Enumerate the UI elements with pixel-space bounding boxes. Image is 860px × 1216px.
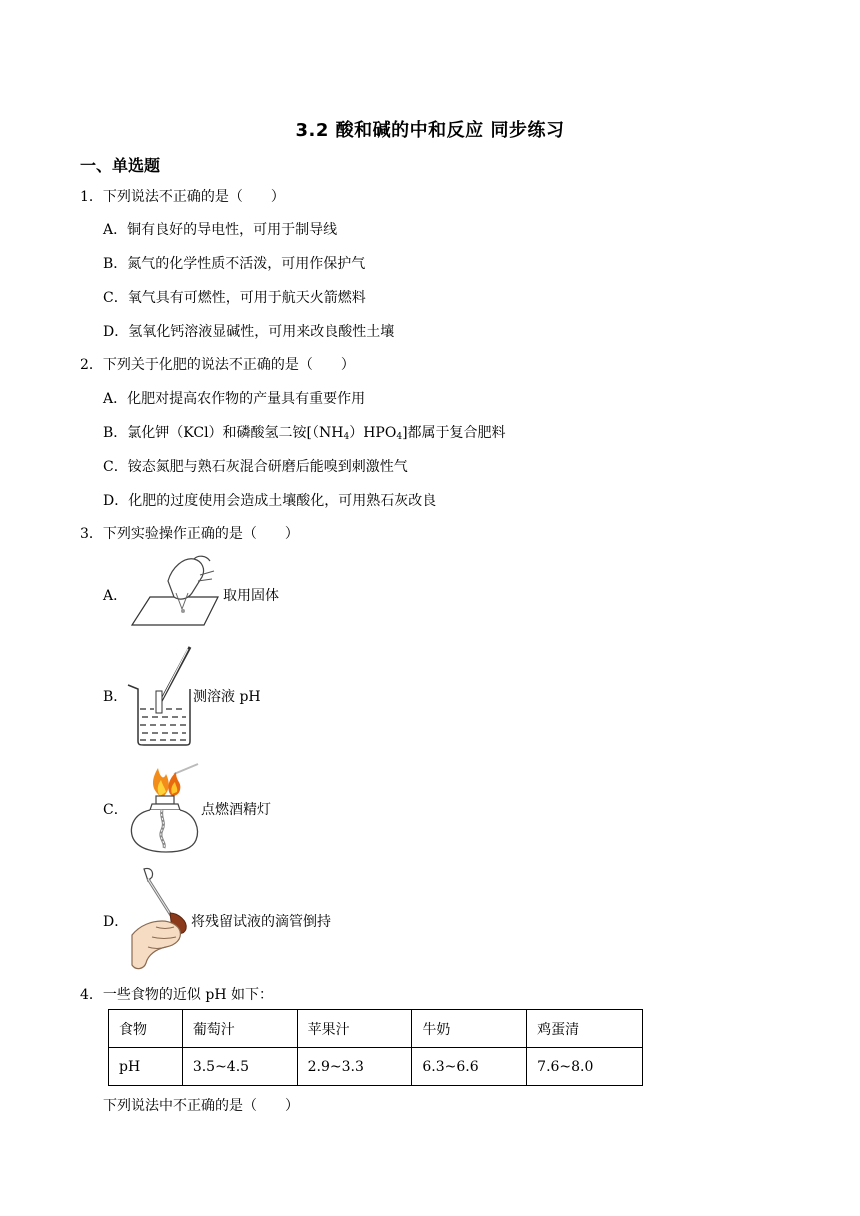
question-1-option-c[interactable]: C．氧气具有可燃性，可用于航天火箭燃料	[103, 290, 366, 306]
hand-taking-solid-icon	[128, 553, 224, 627]
alcohol-lamp-icon	[126, 760, 202, 856]
question-4-stem: 4．一些食物的近似 pH 如下：	[80, 987, 273, 1003]
question-3-option-b-letter[interactable]: B．	[103, 689, 128, 705]
table-cell: 7.6~8.0	[527, 1048, 643, 1086]
table-cell: 食物	[109, 1010, 183, 1048]
table-cell: 3.5~4.5	[182, 1048, 297, 1086]
table-cell: 葡萄汁	[182, 1010, 297, 1048]
question-2-option-d[interactable]: D．化肥的过度使用会造成土壤酸化，可用熟石灰改良	[103, 493, 437, 509]
question-3-option-c-letter[interactable]: C．	[103, 802, 128, 818]
table-cell: 鸡蛋清	[527, 1010, 643, 1048]
question-3-option-d-letter[interactable]: D．	[103, 914, 129, 930]
question-3-option-a-letter[interactable]: A．	[103, 588, 128, 604]
dropper-hand-icon	[126, 865, 196, 973]
question-1-option-a[interactable]: A．铜有良好的导电性，可用于制导线	[103, 222, 338, 238]
page-title: 3.2 酸和碱的中和反应 同步练习	[295, 120, 565, 141]
table-cell: 牛奶	[412, 1010, 527, 1048]
table-cell: 2.9~3.3	[297, 1048, 412, 1086]
table-row	[109, 1048, 643, 1086]
subscript-4: 4	[396, 432, 403, 442]
question-1-option-b[interactable]: B．氮气的化学性质不活泼，可用作保护气	[103, 256, 366, 272]
question-4-follow-up: 下列说法中不正确的是（ ）	[103, 1098, 299, 1114]
food-ph-table	[108, 1009, 643, 1086]
table-row	[109, 1010, 643, 1048]
question-2-option-b[interactable]	[103, 422, 506, 442]
question-2-option-a[interactable]: A．化肥对提高农作物的产量具有重要作用	[103, 391, 366, 407]
question-2-option-c[interactable]: C．铵态氮肥与熟石灰混合研磨后能嗅到刺激性气	[103, 459, 408, 475]
table-cell: pH	[109, 1048, 183, 1086]
subscript-4: 4	[343, 432, 350, 442]
option-b-text-part: ）HPO	[349, 425, 397, 441]
option-b-text-part: ]都属于复合肥料	[402, 425, 506, 441]
question-3-option-a-caption: 取用固体	[223, 588, 279, 604]
question-1-stem: 1．下列说法不正确的是（ ）	[80, 189, 285, 205]
question-3-option-b-caption: 测溶液 pH	[193, 689, 261, 705]
beaker-ph-test-icon	[124, 645, 194, 747]
question-3-option-c-caption: 点燃酒精灯	[201, 802, 271, 818]
section-heading: 一、单选题	[80, 156, 161, 175]
question-3-option-d-caption: 将残留试液的滴管倒持	[191, 914, 331, 930]
question-3-stem: 3．下列实验操作正确的是（ ）	[80, 526, 299, 542]
table-cell: 苹果汁	[297, 1010, 412, 1048]
question-2-stem: 2．下列关于化肥的说法不正确的是（ ）	[80, 357, 355, 373]
option-b-text-part: B．氯化钾（KCl）和磷酸氢二铵[（NH	[103, 425, 344, 441]
question-1-option-d[interactable]: D．氢氧化钙溶液显碱性，可用来改良酸性土壤	[103, 324, 395, 340]
table-cell: 6.3~6.6	[412, 1048, 527, 1086]
